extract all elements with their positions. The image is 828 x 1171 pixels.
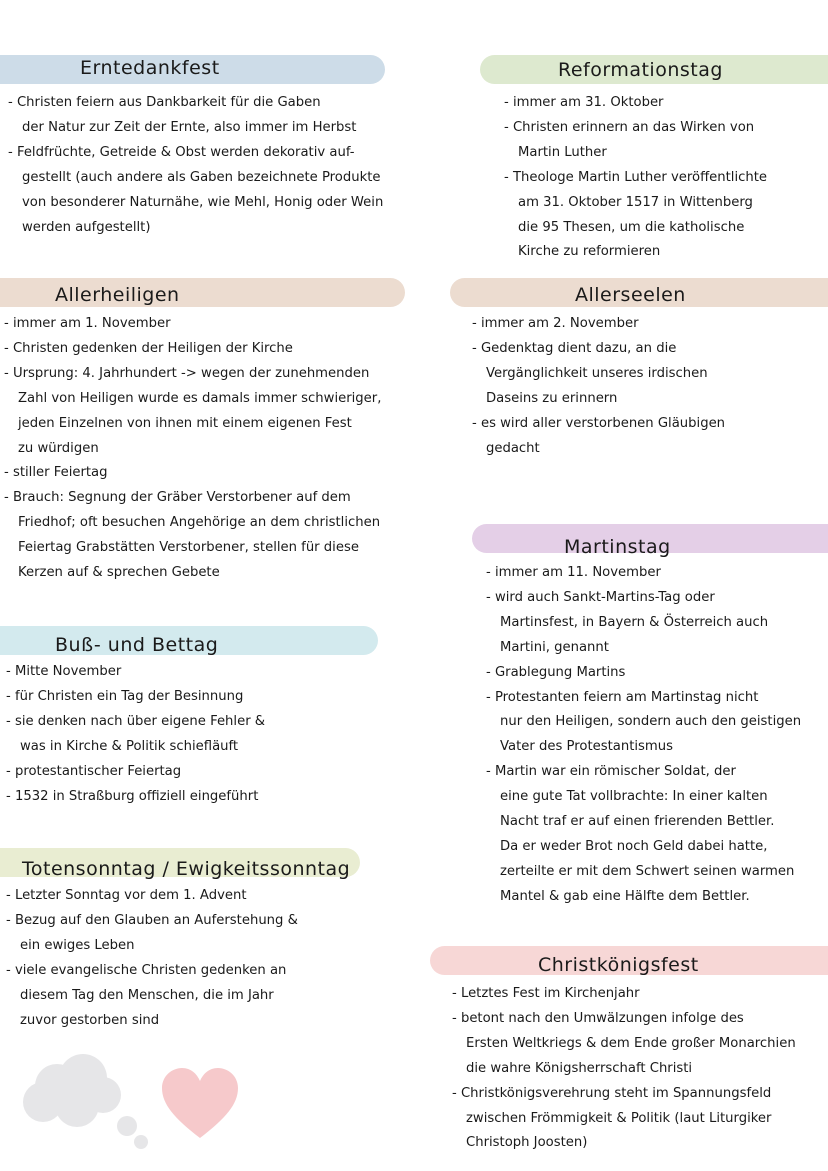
section-title: Buß- und Bettag — [55, 634, 219, 656]
bullet-item: - Christen erinnern an das Wirken von — [504, 119, 755, 135]
bullet-continuation: Ersten Weltkriegs & dem Ende großer Monarchien — [466, 1035, 796, 1051]
bullet-list — [486, 561, 801, 910]
bullet-continuation: die 95 Thesen, um die katholische — [518, 219, 745, 235]
bullet-continuation: Vergänglichkeit unseres irdischen — [486, 365, 708, 381]
bullet-continuation: was in Kirche & Politik schiefläuft — [20, 738, 239, 754]
bullet-continuation: Martini, genannt — [500, 639, 609, 655]
bullet-continuation: Mantel & gab eine Hälfte dem Bettler. — [500, 888, 750, 904]
bullet-continuation: Christoph Joosten) — [466, 1135, 588, 1151]
section-title: Reformationstag — [558, 59, 723, 81]
bullet-item: - immer am 31. Oktober — [504, 95, 664, 110]
bullet-continuation: Da er weder Brot noch Geld dabei hatte, — [500, 838, 768, 854]
bullet-item: - wird auch Sankt-Martins-Tag oder — [486, 589, 715, 605]
bullet-continuation: Vater des Protestantismus — [500, 739, 673, 755]
bullet-item: - Grablegung Martins — [486, 664, 626, 680]
bullet-list — [6, 884, 298, 1033]
bullet-continuation: Feiertag Grabstätten Verstorbener, stellen für diese — [18, 540, 359, 556]
bullet-item: - sie denken nach über eigene Fehler & — [6, 713, 266, 729]
heart-icon — [160, 1066, 240, 1142]
bullet-item: - Letzter Sonntag vor dem 1. Advent — [6, 888, 247, 903]
bullet-list — [504, 91, 767, 265]
bullet-item: - Protestanten feiern am Martinstag nicht — [486, 689, 759, 705]
bullet-list — [472, 312, 725, 461]
bullet-continuation: zu würdigen — [18, 440, 99, 456]
bullet-continuation: ein ewiges Leben — [20, 937, 135, 953]
bullet-item: - immer am 2. November — [472, 316, 639, 331]
bullet-list — [4, 312, 381, 586]
section-title: Martinstag — [564, 536, 671, 558]
section-title: Totensonntag / Ewigkeitssonntag — [22, 858, 351, 880]
bullet-continuation: werden aufgestellt) — [22, 219, 151, 235]
bullet-item: - Bezug auf den Glauben an Auferstehung & — [6, 912, 298, 928]
section-title: Allerseelen — [575, 284, 686, 306]
bullet-continuation: nur den Heiligen, sondern auch den geistigen — [500, 714, 802, 730]
bullet-item: - Christen gedenken der Heiligen der Kirche — [4, 340, 293, 356]
section-title: Christkönigsfest — [538, 954, 699, 976]
bullet-continuation: Martin Luther — [518, 144, 607, 160]
bullet-continuation: zwischen Frömmigkeit & Politik (laut Liturgiker — [466, 1110, 772, 1126]
bullet-list — [6, 660, 265, 809]
bullet-item: - Letztes Fest im Kirchenjahr — [452, 986, 640, 1001]
bullet-continuation: eine gute Tat vollbrachte: In einer kalten — [500, 789, 768, 805]
bullet-item: - Feldfrüchte, Getreide & Obst werden dekorativ auf- — [8, 144, 355, 160]
bullet-continuation: Daseins zu erinnern — [486, 390, 618, 406]
bullet-item: - betont nach den Umwälzungen infolge des — [452, 1010, 744, 1026]
bullet-item: - Brauch: Segnung der Gräber Verstorbener auf dem — [4, 490, 351, 506]
bullet-item: - immer am 1. November — [4, 316, 171, 331]
section-title: Allerheiligen — [55, 284, 180, 306]
bullet-continuation: Kirche zu reformieren — [518, 244, 661, 260]
bullet-item: - protestantischer Feiertag — [6, 763, 182, 779]
bullet-continuation: Martinsfest, in Bayern & Österreich auch — [500, 614, 769, 630]
bullet-continuation: am 31. Oktober 1517 in Wittenberg — [518, 194, 753, 210]
bullet-list — [452, 982, 796, 1156]
bullet-continuation: Kerzen auf & sprechen Gebete — [18, 565, 220, 581]
bullet-item: - Christen feiern aus Dankbarkeit für die Gaben — [8, 95, 321, 110]
bullet-item: - immer am 11. November — [486, 565, 661, 580]
bullet-continuation: gedacht — [486, 440, 540, 456]
bullet-item: - es wird aller verstorbenen Gläubigen — [472, 415, 726, 431]
bullet-item: - Christkönigsverehrung steht im Spannungsfeld — [452, 1085, 772, 1101]
bullet-item: - 1532 in Straßburg offiziell eingeführt — [6, 788, 259, 804]
bullet-item: - Gedenktag dient dazu, an die — [472, 340, 677, 356]
section-title: Erntedankfest — [80, 57, 220, 79]
bullet-continuation: gestellt (auch andere als Gaben bezeichnete Produkte — [22, 169, 381, 185]
bullet-continuation: der Natur zur Zeit der Ernte, also immer im Herbst — [22, 119, 357, 135]
bullet-continuation: jeden Einzelnen von ihnen mit einem eigenen Fest — [18, 415, 352, 431]
bullet-continuation: die wahre Königsherrschaft Christi — [466, 1060, 693, 1076]
bullet-item: - Ursprung: 4. Jahrhundert -> wegen der zunehmenden — [4, 365, 370, 381]
bullet-continuation: Nacht traf er auf einen frierenden Bettler. — [500, 814, 775, 830]
bullet-list — [8, 91, 383, 240]
bullet-continuation: Friedhof; oft besuchen Angehörige an dem christlichen — [18, 515, 381, 531]
bullet-item: - Martin war ein römischer Soldat, der — [486, 764, 736, 780]
bullet-item: - Mitte November — [6, 664, 122, 679]
bullet-continuation: zerteilte er mit dem Schwert seinen warmen — [500, 863, 795, 879]
bullet-item: - viele evangelische Christen gedenken an — [6, 962, 287, 978]
bullet-item: - Theologe Martin Luther veröffentlichte — [504, 169, 768, 185]
bullet-continuation: zuvor gestorben sind — [20, 1012, 160, 1028]
bullet-continuation: Zahl von Heiligen wurde es damals immer schwieriger, — [18, 390, 382, 406]
bullet-continuation: von besonderer Naturnähe, wie Mehl, Honig oder Wein — [22, 194, 384, 210]
bullet-continuation: diesem Tag den Menschen, die im Jahr — [20, 987, 274, 1003]
cloud-icon — [15, 1050, 165, 1160]
bullet-item: - stiller Feiertag — [4, 465, 108, 481]
bullet-item: - für Christen ein Tag der Besinnung — [6, 688, 244, 704]
